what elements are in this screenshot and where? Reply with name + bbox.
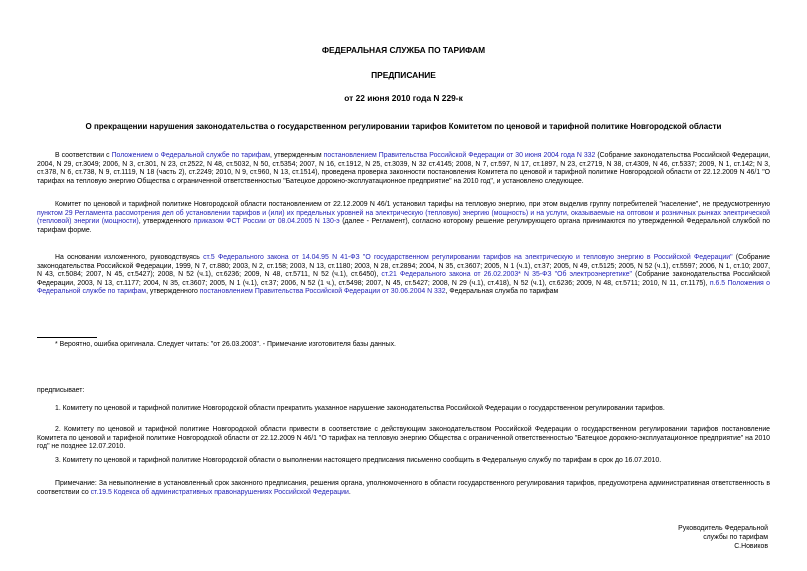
para2-text-1: Комитет по ценовой и тарифной политике Новгородской области постановлением от 22.12.2009 N 46/1 установил тарифы на тепловую энергию, при этом выделив группу потребителей "население", не предусмотренную xyxy=(55,201,770,208)
para3-text-3: (Собрание законодательства Российской Федерации, 2003, N 13, ст.1177; 2004, N 35, ст.3607; 2005, N 1 (ч.1), ст.37; 2006, N 52 (1 ч.), ст.5498; 2007, N 45, ст.5427; 2008, N 29 (ч.1), ст.418), N 52 (ч.1), ст.6236; 2009, N 48, ст.5711; 2010, N 11, ст.1175), xyxy=(37,271,770,287)
para3-text-4: , утвержденного xyxy=(146,288,200,295)
link-reglament-point-29[interactable]: пунктом 29 Регламента рассмотрения дел об установлении тарифов и (или) их предельных уровней на электрическую (тепловую) энергию (мощность) и на услуги, оказываемые на оптовом и розничных рынках электрической (тепловой) энергии (мощности) xyxy=(37,209,770,225)
para2-text-2: , утвержденного xyxy=(138,218,194,225)
para2-text-3: (далее - Регламент), согласно которому решение регулирующего органа принимаются по утвержденной Федеральной службой по тарифам форме. xyxy=(37,218,770,234)
para1-text-1: В соответствии с xyxy=(55,152,112,159)
document-title: О прекращении нарушения законодательства о государственном регулировании тарифов Комитетом по ценовой и тарифной политике Новгородской области xyxy=(85,122,722,131)
link-government-decree-332[interactable]: постановлением Правительства Российской Федерации от 30 июня 2004 года N 332 xyxy=(323,152,596,159)
signature-name: С.Новиков xyxy=(734,543,768,550)
para1-text-3: (Собрание законодательства Российской Федерации, 2004, N 29, ст.3049; 2006, N 3, ст.301, N 23, ст.2522, N 48, ст.5032, N 50, ст.5354; 2007, N 16, ст.1912, N 25, ст.3039, N 32 ст.4145; 2008, N 7, ст.597, N 17, ст.1897, N 23, ст.2719, N 38, ст.4309, N 46, ст.5337; 2009, N 1, ст.142; N 3, ст.378, N 6, ст.738, N 9, ст.1119, N 18 (часть 2), ст.2249; 2010, N 9, ст.960, N 13, ст.1514), проведена проверка законности постановления Комитета по ценовой и тарифной политике Новгородской области от 22.12.2009 N 46/1 "О тарифах на тепловую энергию Общества с ограниченной ответственностью "Батецкое дорожно-эксплуатационное предприятие" на 2010 год", и установлено следующее. xyxy=(37,152,771,185)
paragraph-intro xyxy=(37,152,770,186)
link-fst-regulation-6-5[interactable]: п.6.5 Положения о Федеральной службе по тарифам xyxy=(37,279,770,295)
agency-heading: ФЕДЕРАЛЬНАЯ СЛУЖБА ПО ТАРИФАМ xyxy=(321,45,486,55)
note-paragraph xyxy=(37,480,770,497)
paragraph-legal-basis xyxy=(37,254,770,297)
para1-text-2: , утвержденным xyxy=(270,152,324,159)
footnote-divider xyxy=(37,337,97,338)
link-fst-regulation[interactable]: Положением о Федеральной службе по тарифам xyxy=(111,152,271,159)
para3-text-5: , Федеральная служба по тарифам xyxy=(445,288,559,295)
para3-text-1: На основании изложенного, руководствуясь xyxy=(55,254,204,261)
signature-position: Руководитель Федеральной xyxy=(678,525,768,532)
prescribes-label: предписывает: xyxy=(37,387,85,394)
link-federal-law-41fz[interactable]: ст.5 Федерального закона от 14.04.95 N 41-ФЗ "О государственном регулировании тарифов на электрическую и тепловую энергию в Российской Федерации" xyxy=(203,254,733,261)
prescription-item-2: 2. Комитету по ценовой и тарифной политике Новгородской области привести в соответствие с действующим законодательством Российской Федерации о государственном регулировании тарифов постановление Комитета по ценовой и тарифной политике Новгородской области от 22.12.2009 N 46/1 "О тарифах на тепловую энергию Общества с ограниченной ответственностью "Батецкое дорожно-эксплуатационное предприятие" на 2010 год" не позднее 12.07.2010. xyxy=(37,426,771,450)
link-government-decree-332-2004[interactable]: постановлением Правительства Российской Федерации от 30.06.2004 N 332 xyxy=(199,288,446,295)
date-number-heading: от 22 июня 2010 года N 229-к xyxy=(344,93,463,103)
signature-agency: службы по тарифам xyxy=(703,534,768,541)
document-type-heading: ПРЕДПИСАНИЕ xyxy=(371,70,436,80)
paragraph-violation xyxy=(37,201,770,235)
link-federal-law-35fz[interactable]: ст.21 Федерального закона от 26.02.2003* N 35-ФЗ "Об электроэнергетике" xyxy=(381,271,632,278)
link-fst-order-130e[interactable]: приказом ФСТ России от 08.04.2005 N 130-э xyxy=(193,218,340,225)
para3-text-2: (Собрание законодательства Российской Федерации, 1999, N 7, ст.880; 2003, N 2, ст.158; 2003, N 13, ст.1180; 2003, N 28, ст.2894; 2004, N 35, ст.3607; 2005, N 1 (ч.1), ст.37; 2005, N 49, ст.5125; 2005, N 52 (ч.1), ст.5597; 2006, N 1, ст.10; 2007, N 43, ст.5084; 2007, N 45, ст.5427); 2008, N 52 (ч.1), ст.6236; 2009, N 48, ст.5711, N 52 (ч.1), ст.6450), xyxy=(37,254,770,278)
note-text-2: . xyxy=(348,488,351,496)
footnote: * Вероятно, ошибка оригинала. Следует читать: "от 26.03.2003". - Примечание изготовителя базы данных. xyxy=(55,341,396,348)
note-text-1: Примечание: За невыполнение в установленный срок законного предписания, решения органа, уполномоченного в области государственного регулирования тарифов, предусмотрена административная ответственность в соответствии со xyxy=(37,480,770,496)
link-koap-19-5[interactable]: ст.19.5 Кодекса об административных правонарушениях Российской Федерации xyxy=(90,488,349,496)
prescription-item-1: 1. Комитету по ценовой и тарифной политике Новгородской области прекратить указанное нарушение законодательства Российской Федерации о государственном регулировании тарифов. xyxy=(55,405,665,412)
prescription-item-3: 3. Комитету по ценовой и тарифной политике Новгородской области о выполнении настоящего предписания письменно сообщить в Федеральную службу по тарифам в срок до 16.07.2010. xyxy=(55,457,662,464)
